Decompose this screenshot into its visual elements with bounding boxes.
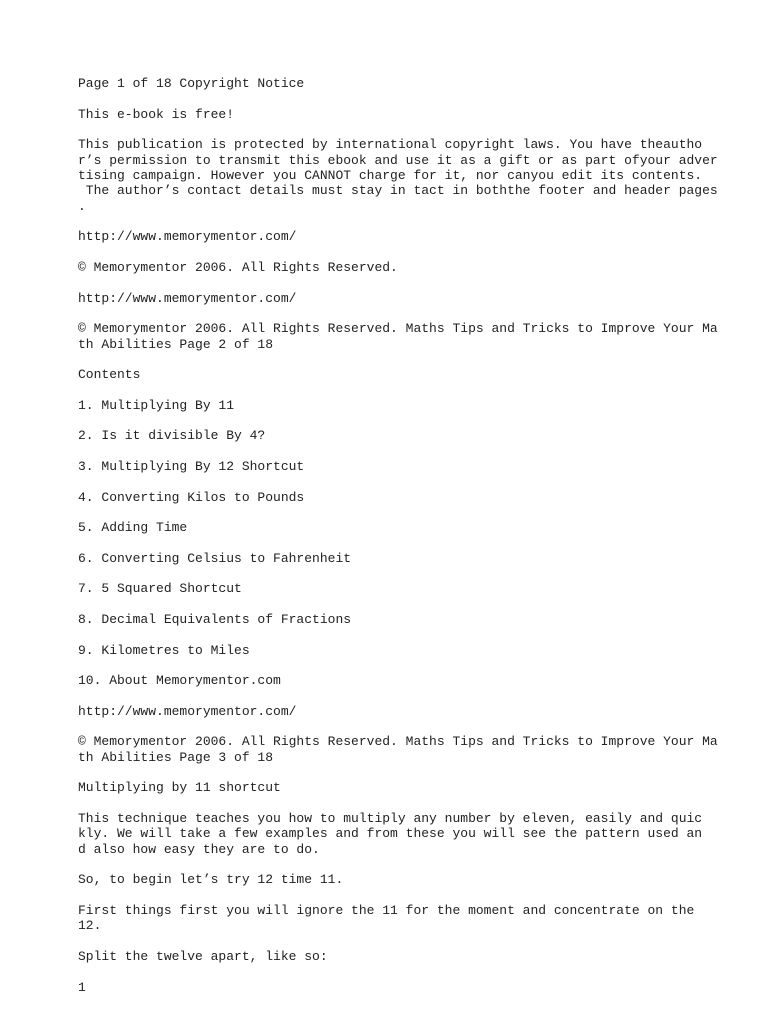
body-paragraph: So, to begin let’s try 12 time 11. [78, 872, 344, 888]
free-notice: This e-book is free! [78, 106, 235, 122]
body-paragraph: Split the twelve apart, like so: [78, 948, 328, 964]
contents-item: 2. Is it divisible By 4? [78, 428, 266, 444]
copyright-paragraph: This publication is protected by international copyright laws. You have theautho r’s permission to transmit this ebook and use it as a gift or as part ofyour adver tising campaign. However you CANNOT charge for it, nor canyou edit its contents. The author’s contact details must stay in tact in boththe footer and header pages . [78, 137, 718, 214]
contents-item: 5. Adding Time [78, 520, 188, 536]
copyright-footer: © Memorymentor 2006. All Rights Reserved. [78, 260, 398, 275]
body-paragraph: This technique teaches you how to multiply any number by eleven, easily and quic kly. We will take a few examples and from these you will see the pattern used an d also how easy they are to do. [78, 810, 703, 857]
contents-item: 8. Decimal Equivalents of Fractions [78, 611, 352, 627]
contents-item: 6. Converting Celsius to Fahrenheit [78, 550, 352, 566]
page-2-header: © Memorymentor 2006. All Rights Reserved. Maths Tips and Tricks to Improve Your Ma th Abilities Page 2 of 18 [78, 321, 718, 352]
contents-item: 7. 5 Squared Shortcut [78, 581, 242, 597]
contents-item: 3. Multiplying By 12 Shortcut [78, 458, 305, 474]
website-url: http://www.memorymentor.com/ [78, 290, 297, 306]
document-page [78, 76, 718, 1010]
contents-heading: Contents [78, 367, 141, 383]
section-heading: Multiplying by 11 shortcut [78, 780, 281, 796]
page-3-header: © Memorymentor 2006. All Rights Reserved. Maths Tips and Tricks to Improve Your Ma th Abilities Page 3 of 18 [78, 734, 718, 765]
page-1-header: Page 1 of 18 Copyright Notice [78, 76, 305, 91]
contents-item: 4. Converting Kilos to Pounds [78, 489, 305, 505]
website-url: http://www.memorymentor.com/ [78, 229, 297, 245]
contents-item: 10. About Memorymentor.com [78, 673, 281, 689]
website-url: http://www.memorymentor.com/ [78, 703, 297, 719]
contents-item: 9. Kilometres to Miles [78, 642, 250, 658]
body-paragraph: First things first you will ignore the 11 for the moment and concentrate on the 12. [78, 902, 695, 934]
page-number: 1 [78, 979, 86, 995]
contents-item: 1. Multiplying By 11 [78, 397, 235, 413]
